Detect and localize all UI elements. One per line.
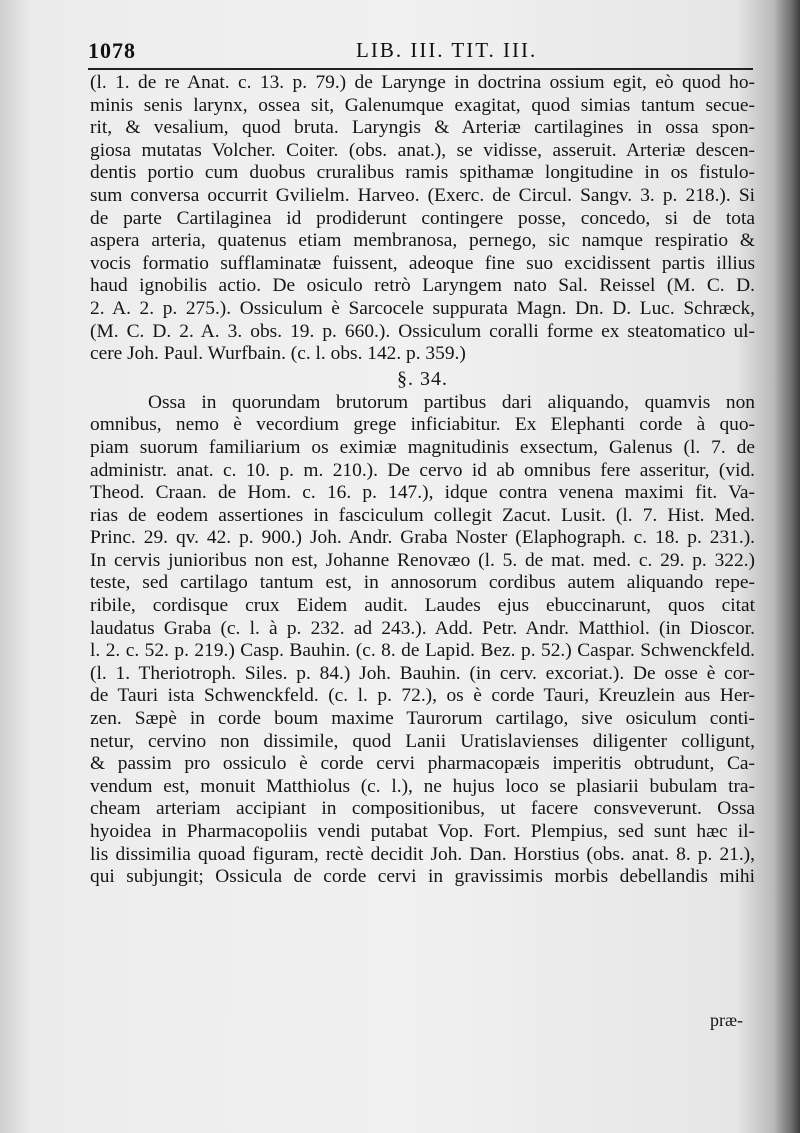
text-line: de parte Cartilaginea id prodiderunt contingere posse, concedo, si de tota: [90, 207, 755, 229]
text-line: In cervis junioribus non est, Johanne Renovæo (l. 5. de mat. med. c. 29. p. 322.): [90, 549, 755, 571]
section-heading: §. 34.: [397, 367, 448, 390]
page-header: [88, 38, 758, 66]
text-line: (M. C. D. 2. A. 3. obs. 19. p. 660.). Ossiculum coralli forme ex steatomatico ul-: [90, 320, 755, 342]
text-line: lis dissimilia quoad figuram, rectè decidit Joh. Dan. Horstius (obs. anat. 8. p. 21.),: [90, 843, 755, 865]
text-line: ribile, cordisque crux Eidem audit. Laudes ejus ebuccinarunt, quos citat: [90, 595, 755, 617]
text-line: haud ignobilis actio. De osiculo retrò Laryngem nato Sal. Reissel (M. C. D.: [90, 275, 755, 297]
text-line: 2. A. 2. p. 275.). Ossiculum è Sarcocele suppurata Magn. Dn. D. Luc. Schræck,: [90, 297, 755, 319]
text-line: giosa mutatas Volcher. Coiter. (obs. anat.), se vidisse, asseruit. Arteriæ descen-: [90, 139, 755, 161]
text-line: piam suorum familiarium os eximiæ magnitudinis exsectum, Galenus (l. 7. de: [90, 436, 755, 458]
text-line: hyoidea in Pharmacopoliis vendi putabat Vop. Fort. Plempius, sed sunt hæc il-: [90, 821, 755, 842]
text-line: laudatus Graba (c. l. à p. 232. ad 243.). Add. Petr. Andr. Matthiol. (in Dioscor.: [90, 617, 755, 639]
page-body: [90, 72, 755, 889]
running-head: LIB. III. TIT. III.: [356, 38, 538, 62]
text-line: administr. anat. c. 10. p. m. 210.). De cervo id ab omnibus fere asseritur, (vid.: [90, 459, 755, 481]
page-number: 1078: [88, 38, 136, 63]
text-line: netur, cervino non dissimile, quod Lanii Uratislavienses diligenter colligunt,: [90, 730, 755, 752]
text-line: qui subjungit; Ossicula de corde cervi in gravissimis morbis debellandis mihi: [90, 866, 755, 888]
text-line: (l. 1. Theriotroph. Siles. p. 84.) Joh. Bauhin. (in cerv. excoriat.). De osse è cor-: [90, 662, 755, 684]
text-line: & passim pro ossiculo è corde cervi pharmacopæis imperitis obtrudunt, Ca-: [90, 753, 755, 775]
header-rule: [88, 68, 753, 70]
text-line: Princ. 29. qv. 42. p. 900.) Joh. Andr. Graba Noster (Elaphograph. c. 18. p. 231.).: [90, 527, 755, 549]
text-line: rias de eodem assertiones in fasciculum collegit Zacut. Lusit. (l. 7. Hist. Med.: [90, 504, 755, 526]
text-line: sum conversa occurrit Gvilielm. Harveo. (Exerc. de Circul. Sangv. 3. p. 218.). Si: [90, 184, 755, 206]
text-line: de Tauri ista Schwenckfeld. (c. l. p. 72.), os è corde Tauri, Kreuzlein aus Her-: [90, 685, 755, 707]
text-line: aspera arteria, quatenus etiam membranosa, pernego, sic namque respiratio &: [90, 230, 755, 252]
text-line: zen. Sæpè in corde boum maxime Taurorum cartilago, sive osiculum conti-: [90, 708, 755, 730]
text-line: cheam arteriam accipiant in compositionibus, ut facere consveverunt. Ossa: [90, 798, 755, 820]
text-line: Ossa in quorundam brutorum partibus dari aliquando, quamvis non: [148, 391, 755, 413]
catchword: præ-: [710, 1010, 743, 1030]
text-line: teste, sed cartilago tantum est, in annosorum cordibus autem aliquando repe-: [90, 572, 755, 594]
text-line: l. 2. c. 52. p. 219.) Casp. Bauhin. (c. 8. de Lapid. Bez. p. 52.) Caspar. Schwenckfeld.: [90, 640, 755, 662]
book-spine-shadow: [774, 0, 800, 1133]
text-line: rit, & vesalium, quod bruta. Laryngis & Arteriæ cartilagines in ossa spon-: [90, 117, 755, 139]
text-line: vocis formatio sufflaminatæ fuissent, adeoque fine suo excidissent partis illius: [90, 252, 755, 274]
text-line: (l. 1. de re Anat. c. 13. p. 79.) de Larynge in doctrina ossium egit, eò quod ho-: [90, 72, 755, 93]
text-line: vendum est, monuit Matthiolus (c. l.), ne hujus loco se plasiarii bubulam tra-: [90, 775, 755, 797]
text-line: omnibus, nemo è vecordium grege inficiabitur. Ex Elephanti corde à quo-: [90, 414, 755, 436]
text-line: cere Joh. Paul. Wurfbain. (c. l. obs. 142. p. 359.): [90, 343, 466, 365]
text-line: dentis portio cum duobus cruralibus ramis spithamæ longitudine in os fistulo-: [90, 162, 755, 184]
text-line: Theod. Craan. de Hom. c. 16. p. 147.), idque contra venena maximi fit. Va-: [90, 482, 755, 504]
text-line: minis senis larynx, ossea sit, Galenumque exagitat, quod simias tantum secue-: [90, 94, 755, 116]
